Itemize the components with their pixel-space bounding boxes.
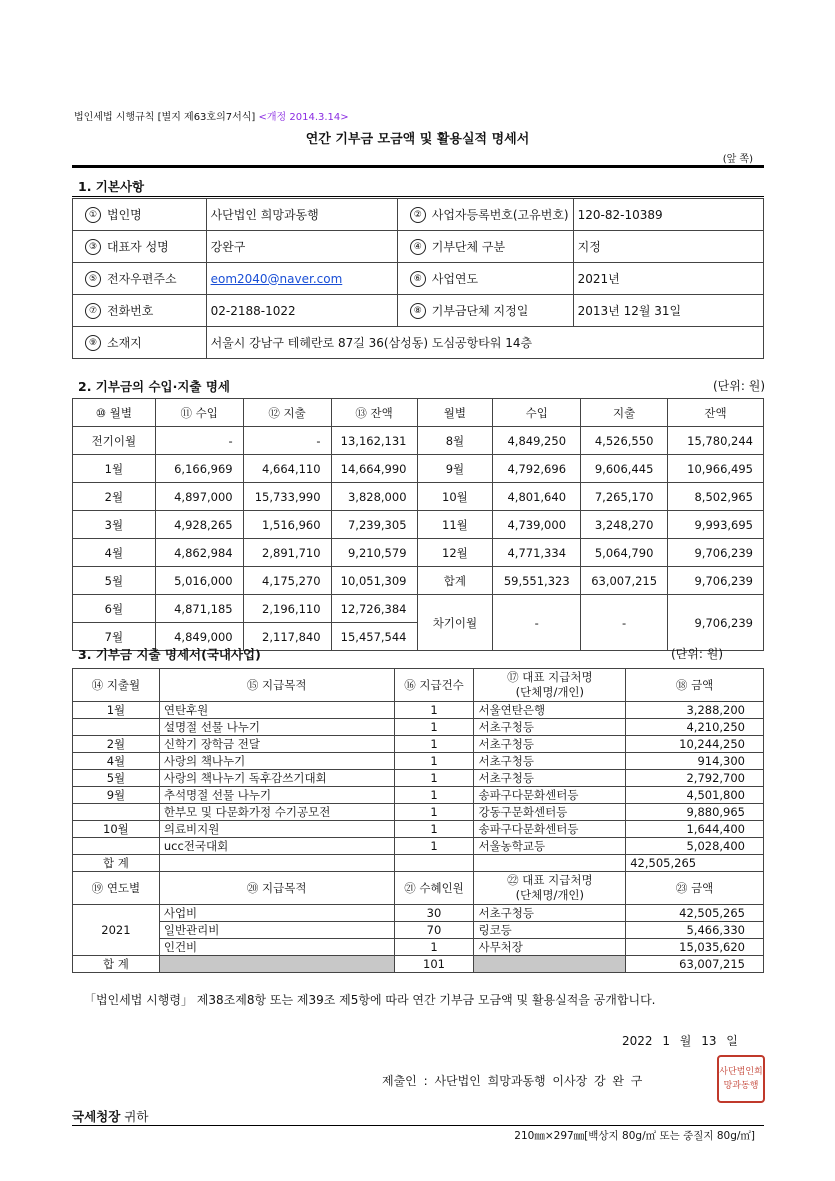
- total-amount: 63,007,215: [626, 956, 764, 973]
- table-row: [73, 753, 764, 770]
- revision-text: <개정 2014.3.14>: [258, 112, 349, 123]
- month-cell: 4월: [73, 753, 160, 770]
- count-cell: 1: [394, 821, 474, 838]
- amount-cell: 4,210,250: [626, 719, 764, 736]
- field-label: [397, 295, 573, 327]
- column-header: 수입: [493, 399, 581, 427]
- count-cell: 70: [394, 922, 474, 939]
- table-cell: 3,248,270: [581, 511, 668, 539]
- table-cell: 4,526,550: [581, 427, 668, 455]
- field-value: 지정: [573, 231, 763, 263]
- column-header-subline: (단체명/개인): [515, 685, 585, 699]
- law-ref-text: 법인세법 시행규칙 [별지 제63호의7서식]: [74, 112, 256, 123]
- purpose-cell: 연탄후원: [159, 702, 394, 719]
- column-header: ⑬ 잔액: [331, 399, 417, 427]
- amount-cell: 9,880,965: [626, 804, 764, 821]
- tax-office: 국세청장: [72, 1109, 121, 1124]
- recipient-cell: 송파구다문화센터등: [474, 821, 626, 838]
- recipient-cell: 링코등: [474, 922, 626, 939]
- total-count: 101: [394, 956, 474, 973]
- table-cell: 1,516,960: [243, 511, 331, 539]
- table-cell: 4,849,000: [155, 623, 243, 651]
- corporate-seal: 사단법인희망과동행: [717, 1055, 765, 1103]
- count-cell: 1: [394, 787, 474, 804]
- recipient-cell: 서초구청등: [474, 905, 626, 922]
- paper-spec: 210㎜×297㎜[백상지 80g/㎡ 또는 중질지 80g/㎡]: [514, 1130, 755, 1142]
- table-cell: 15,733,990: [243, 483, 331, 511]
- column-header-subline: (단체명/개인): [515, 888, 585, 902]
- count-cell: 1: [394, 702, 474, 719]
- month-cell: 9월: [73, 787, 160, 804]
- section1-rule: [72, 196, 764, 197]
- table-row: [73, 511, 764, 539]
- field-label-text: 사업자등록번호(고유번호): [431, 207, 569, 222]
- column-header: ⑮ 지급목적: [159, 669, 394, 702]
- purpose-cell: 신학기 장학금 전달: [159, 736, 394, 753]
- table-row: [73, 939, 764, 956]
- amount-cell: 914,300: [626, 753, 764, 770]
- count-cell: 1: [394, 838, 474, 855]
- total-label: 합 계: [73, 855, 160, 872]
- table-cell: 4,792,696: [493, 455, 581, 483]
- table-cell: 4월: [73, 539, 156, 567]
- expense-detail-table: [72, 668, 764, 973]
- carry-over-cell: -: [493, 595, 581, 651]
- table-row: [73, 922, 764, 939]
- month-cell: 10월: [73, 821, 160, 838]
- recipient-cell: 서초구청등: [474, 753, 626, 770]
- table-cell: 10,051,309: [331, 567, 417, 595]
- field-value: 120-82-10389: [573, 199, 763, 231]
- field-label-text: 기부단체 구분: [431, 239, 506, 254]
- income-expense-table: [72, 398, 764, 651]
- month-cell: [73, 719, 160, 736]
- purpose-cell: 인건비: [159, 939, 394, 956]
- table-row: [73, 595, 764, 623]
- column-header: ㉑ 수혜인원: [394, 872, 474, 905]
- table-row: [73, 483, 764, 511]
- table-row: [73, 804, 764, 821]
- table-row: [73, 455, 764, 483]
- submission-date: 2022 1 월 13 일: [622, 1034, 738, 1048]
- section3-heading: 3. 기부금 지출 명세서(국내사업): [78, 647, 261, 662]
- count-cell: 1: [394, 939, 474, 956]
- amount-cell: 10,244,250: [626, 736, 764, 753]
- field-label-text: 기부금단체 지정일: [431, 303, 529, 318]
- purpose-cell: 설명절 선물 나누기: [159, 719, 394, 736]
- section2-heading: 2. 기부금의 수입·지출 명세: [78, 379, 231, 394]
- column-header: [474, 872, 626, 905]
- column-header: ⑫ 지출: [243, 399, 331, 427]
- table-cell: 2,117,840: [243, 623, 331, 651]
- total-amount: 42,505,265: [626, 855, 764, 872]
- field-number: ⑨: [85, 335, 101, 351]
- recipient-cell: 서초구청등: [474, 719, 626, 736]
- recipient-cell: 서울농학교등: [474, 838, 626, 855]
- column-header: ⑭ 지출월: [73, 669, 160, 702]
- law-reference: [74, 108, 349, 123]
- table-cell: 4,871,185: [155, 595, 243, 623]
- recipient-cell: 서초구청등: [474, 770, 626, 787]
- field-label: [73, 327, 207, 359]
- empty-cell: [394, 855, 474, 872]
- purpose-cell: 일반관리비: [159, 922, 394, 939]
- table-cell: -: [243, 427, 331, 455]
- section2-unit: (단위: 원): [713, 379, 765, 393]
- purpose-cell: 사업비: [159, 905, 394, 922]
- top-rule: [72, 165, 764, 168]
- table-cell: 4,862,984: [155, 539, 243, 567]
- column-header: ⑱ 금액: [626, 669, 764, 702]
- table-cell: 7,239,305: [331, 511, 417, 539]
- basic-info-table: [72, 198, 764, 359]
- basic-info-row: [73, 263, 764, 295]
- address-row: [73, 327, 764, 359]
- field-value: 강완구: [206, 231, 397, 263]
- table-cell: 전기이월: [73, 427, 156, 455]
- field-label: [73, 263, 207, 295]
- basic-info-row: [73, 199, 764, 231]
- field-label-text: 대표자 성명: [107, 239, 169, 254]
- recipient-cell: 송파구다문화센터등: [474, 787, 626, 804]
- column-header-line: ㉒ 대표 지급처명: [507, 873, 593, 887]
- field-label: [397, 199, 573, 231]
- table-cell: 6월: [73, 595, 156, 623]
- recipient-cell: 강동구문화센터등: [474, 804, 626, 821]
- field-label: [73, 295, 207, 327]
- column-header: ⑯ 지급건수: [394, 669, 474, 702]
- table-cell: 8,502,965: [668, 483, 764, 511]
- table-row: [73, 427, 764, 455]
- table-cell: 12,726,384: [331, 595, 417, 623]
- addressee: [72, 1107, 148, 1125]
- table-row: [73, 770, 764, 787]
- count-cell: 30: [394, 905, 474, 922]
- table-cell: 10월: [417, 483, 493, 511]
- field-label: [397, 263, 573, 295]
- table-cell: 9,706,239: [668, 539, 764, 567]
- field-label: [73, 231, 207, 263]
- purpose-cell: 의료비지원: [159, 821, 394, 838]
- table-cell: 7월: [73, 623, 156, 651]
- purpose-cell: 사랑의 책나누기: [159, 753, 394, 770]
- table-cell: 4,739,000: [493, 511, 581, 539]
- table-cell: 9,606,445: [581, 455, 668, 483]
- table-cell: 9,706,239: [668, 567, 764, 595]
- field-number: ⑧: [410, 303, 426, 319]
- table-cell: 10,966,495: [668, 455, 764, 483]
- table-cell: 4,849,250: [493, 427, 581, 455]
- page-title: 연간 기부금 모금액 및 활용실적 명세서: [305, 132, 530, 147]
- total-row: [73, 855, 764, 872]
- empty-cell: [474, 855, 626, 872]
- month-cell: [73, 838, 160, 855]
- table-cell: 12월: [417, 539, 493, 567]
- table-cell: 4,801,640: [493, 483, 581, 511]
- column-header: ⑲ 연도별: [73, 872, 160, 905]
- column-header: 잔액: [668, 399, 764, 427]
- column-header: ㉓ 금액: [626, 872, 764, 905]
- table-cell: 4,771,334: [493, 539, 581, 567]
- field-value: 02-2188-1022: [206, 295, 397, 327]
- table-header-row: [73, 872, 764, 905]
- table-row: [73, 719, 764, 736]
- table-row: [73, 838, 764, 855]
- table-cell: 5,016,000: [155, 567, 243, 595]
- amount-cell: 4,501,800: [626, 787, 764, 804]
- section3-unit: (단위: 원): [671, 647, 723, 661]
- table-row: [73, 905, 764, 922]
- table-cell: 9,993,695: [668, 511, 764, 539]
- recipient-cell: 서초구청등: [474, 736, 626, 753]
- field-number: ②: [410, 207, 426, 223]
- table-header-row: [73, 399, 764, 427]
- shaded-cell: [474, 956, 626, 973]
- table-cell: 합계: [417, 567, 493, 595]
- amount-cell: 42,505,265: [626, 905, 764, 922]
- field-label-text: 전화번호: [107, 303, 154, 318]
- field-value: 2021년: [573, 263, 763, 295]
- table-cell: 15,780,244: [668, 427, 764, 455]
- carry-over-label: 차기이월: [417, 595, 493, 651]
- basic-info-row: [73, 231, 764, 263]
- field-label-text: 소재지: [107, 335, 142, 350]
- table-cell: 2월: [73, 483, 156, 511]
- table-cell: 9월: [417, 455, 493, 483]
- table-row: [73, 702, 764, 719]
- table-cell: 4,664,110: [243, 455, 331, 483]
- honorific: 귀하: [124, 1109, 149, 1124]
- count-cell: 1: [394, 719, 474, 736]
- table-cell: 4,897,000: [155, 483, 243, 511]
- carry-over-cell: -: [581, 595, 668, 651]
- column-header: 월별: [417, 399, 493, 427]
- table-header-row: [73, 669, 764, 702]
- table-cell: 6,166,969: [155, 455, 243, 483]
- table-cell: 13,162,131: [331, 427, 417, 455]
- column-header: ⑩ 월별: [73, 399, 156, 427]
- field-value: 사단법인 희망과동행: [206, 199, 397, 231]
- purpose-cell: 추석명절 선물 나누기: [159, 787, 394, 804]
- amount-cell: 3,288,200: [626, 702, 764, 719]
- table-cell: 3,828,000: [331, 483, 417, 511]
- column-header: 지출: [581, 399, 668, 427]
- column-header: [474, 669, 626, 702]
- table-cell: 4,175,270: [243, 567, 331, 595]
- table-row: [73, 787, 764, 804]
- field-label-text: 사업연도: [431, 271, 479, 286]
- table-cell: 9,210,579: [331, 539, 417, 567]
- field-number: ⑥: [410, 271, 426, 287]
- total-label: 합 계: [73, 956, 160, 973]
- section1-heading: 1. 기본사항: [78, 179, 145, 194]
- recipient-cell: 사무처장: [474, 939, 626, 956]
- count-cell: 1: [394, 736, 474, 753]
- amount-cell: 15,035,620: [626, 939, 764, 956]
- total-row: [73, 956, 764, 973]
- field-value: eom2040@naver.com: [206, 263, 397, 295]
- table-cell: 8월: [417, 427, 493, 455]
- table-cell: 11월: [417, 511, 493, 539]
- table-cell: 3월: [73, 511, 156, 539]
- count-cell: 1: [394, 753, 474, 770]
- month-cell: 5월: [73, 770, 160, 787]
- purpose-cell: 사랑의 책나누기 독후감쓰기대회: [159, 770, 394, 787]
- bottom-rule: [72, 1125, 764, 1126]
- carry-over-cell: 9,706,239: [668, 595, 764, 651]
- column-header: ⑪ 수입: [155, 399, 243, 427]
- amount-cell: 1,644,400: [626, 821, 764, 838]
- submitter: 제출인 : 사단법인 희망과동행 이사장 강 완 구: [382, 1074, 643, 1088]
- table-cell: 5,064,790: [581, 539, 668, 567]
- field-label-text: 전자우편주소: [107, 271, 177, 286]
- table-cell: -: [155, 427, 243, 455]
- basic-info-row: [73, 295, 764, 327]
- table-row: [73, 821, 764, 838]
- column-header: ⑳ 지급목적: [159, 872, 394, 905]
- table-cell: 5월: [73, 567, 156, 595]
- table-cell: 15,457,544: [331, 623, 417, 651]
- amount-cell: 5,466,330: [626, 922, 764, 939]
- recipient-cell: 서울연탄은행: [474, 702, 626, 719]
- month-cell: 1월: [73, 702, 160, 719]
- field-value: 2013년 12월 31일: [573, 295, 763, 327]
- purpose-cell: 한부모 및 다문화가정 수기공모전: [159, 804, 394, 821]
- field-label: [73, 199, 207, 231]
- field-number: ⑤: [85, 271, 101, 287]
- table-row: [73, 567, 764, 595]
- month-cell: [73, 804, 160, 821]
- field-number: ①: [85, 207, 101, 223]
- disclosure-statement: 「법인세법 시행령」 제38조제8항 또는 제39조 제5항에 따라 연간 기부금 모금액 및 활용실적을 공개합니다.: [84, 993, 656, 1007]
- table-row: [73, 736, 764, 753]
- field-label-text: 법인명: [107, 207, 142, 222]
- field-number: ④: [410, 239, 426, 255]
- table-cell: 63,007,215: [581, 567, 668, 595]
- count-cell: 1: [394, 770, 474, 787]
- table-cell: 14,664,990: [331, 455, 417, 483]
- empty-cell: [159, 855, 394, 872]
- purpose-cell: ucc전국대회: [159, 838, 394, 855]
- field-number: ⑦: [85, 303, 101, 319]
- column-header-line: ⑰ 대표 지급처명: [507, 670, 593, 684]
- amount-cell: 2,792,700: [626, 770, 764, 787]
- table-cell: 4,928,265: [155, 511, 243, 539]
- front-side-label: (앞 쪽): [722, 154, 753, 165]
- table-cell: 1월: [73, 455, 156, 483]
- shaded-cell: [159, 956, 394, 973]
- amount-cell: 5,028,400: [626, 838, 764, 855]
- month-cell: 2월: [73, 736, 160, 753]
- year-cell: 2021: [73, 905, 160, 956]
- table-row: [73, 539, 764, 567]
- table-cell: 2,891,710: [243, 539, 331, 567]
- table-cell: 59,551,323: [493, 567, 581, 595]
- address-value: 서울시 강남구 테헤란로 87길 36(삼성동) 도심공항타워 14층: [206, 327, 763, 359]
- table-cell: 2,196,110: [243, 595, 331, 623]
- field-number: ③: [85, 239, 101, 255]
- count-cell: 1: [394, 804, 474, 821]
- field-label: [397, 231, 573, 263]
- table-cell: 7,265,170: [581, 483, 668, 511]
